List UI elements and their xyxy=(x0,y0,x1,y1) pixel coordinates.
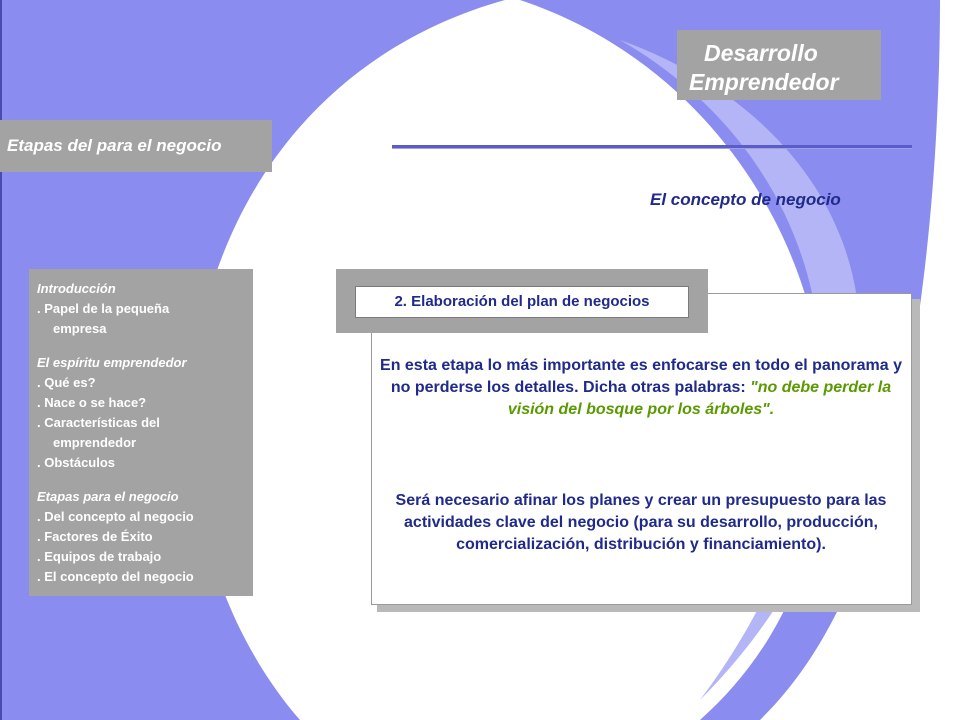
nav-item[interactable]: . Papel de la pequeña xyxy=(37,301,170,316)
nav-item[interactable]: empresa xyxy=(53,321,107,336)
navigation-panel xyxy=(29,269,253,596)
paragraph-1-text: En esta etapa lo más importante es enfocarse en todo el panorama y no perderse los detalles. Dicha otras palabras: xyxy=(380,357,902,396)
nav-item[interactable]: . Del concepto al negocio xyxy=(37,509,194,524)
nav-heading-introduccion[interactable]: Introducción xyxy=(37,281,116,296)
spacer xyxy=(37,473,253,487)
page-subtitle: El concepto de negocio xyxy=(650,190,841,209)
card-paragraph-1 xyxy=(380,355,902,421)
nav-item[interactable]: . Equipos de trabajo xyxy=(37,549,162,564)
nav-heading-etapas[interactable]: Etapas para el negocio xyxy=(37,489,179,504)
card-title: 2. Elaboración del plan de negocios xyxy=(355,286,689,318)
nav-item[interactable]: . Características del xyxy=(37,415,160,430)
card-paragraph-2: Será necesario afinar los planes y crear un presupuesto para las actividades clave del negocio (para su desarrollo, producción, comercialización, distribución y financiamiento). xyxy=(395,492,887,553)
spacer xyxy=(37,339,253,353)
paragraph-1-quote: "no debe perder la visión del bosque por los árboles". xyxy=(507,379,892,418)
nav-item[interactable]: . Qué es? xyxy=(37,375,96,390)
brand-title xyxy=(677,30,881,100)
brand-line-1: Desarrollo xyxy=(704,40,818,66)
nav-item[interactable]: . El concepto del negocio xyxy=(37,569,194,584)
nav-item[interactable]: . Nace o se hace? xyxy=(37,395,147,410)
section-title: Etapas del para el negocio xyxy=(0,120,272,172)
nav-item[interactable]: . Factores de Éxito xyxy=(37,529,153,544)
header-divider xyxy=(392,145,912,149)
brand-line-2: Emprendedor xyxy=(689,69,839,95)
nav-heading-espiritu[interactable]: El espíritu emprendedor xyxy=(37,355,187,370)
content-card xyxy=(371,293,912,605)
nav-item[interactable]: emprendedor xyxy=(53,435,137,450)
left-edge-line xyxy=(0,0,2,720)
nav-item[interactable]: . Obstáculos xyxy=(37,455,116,470)
